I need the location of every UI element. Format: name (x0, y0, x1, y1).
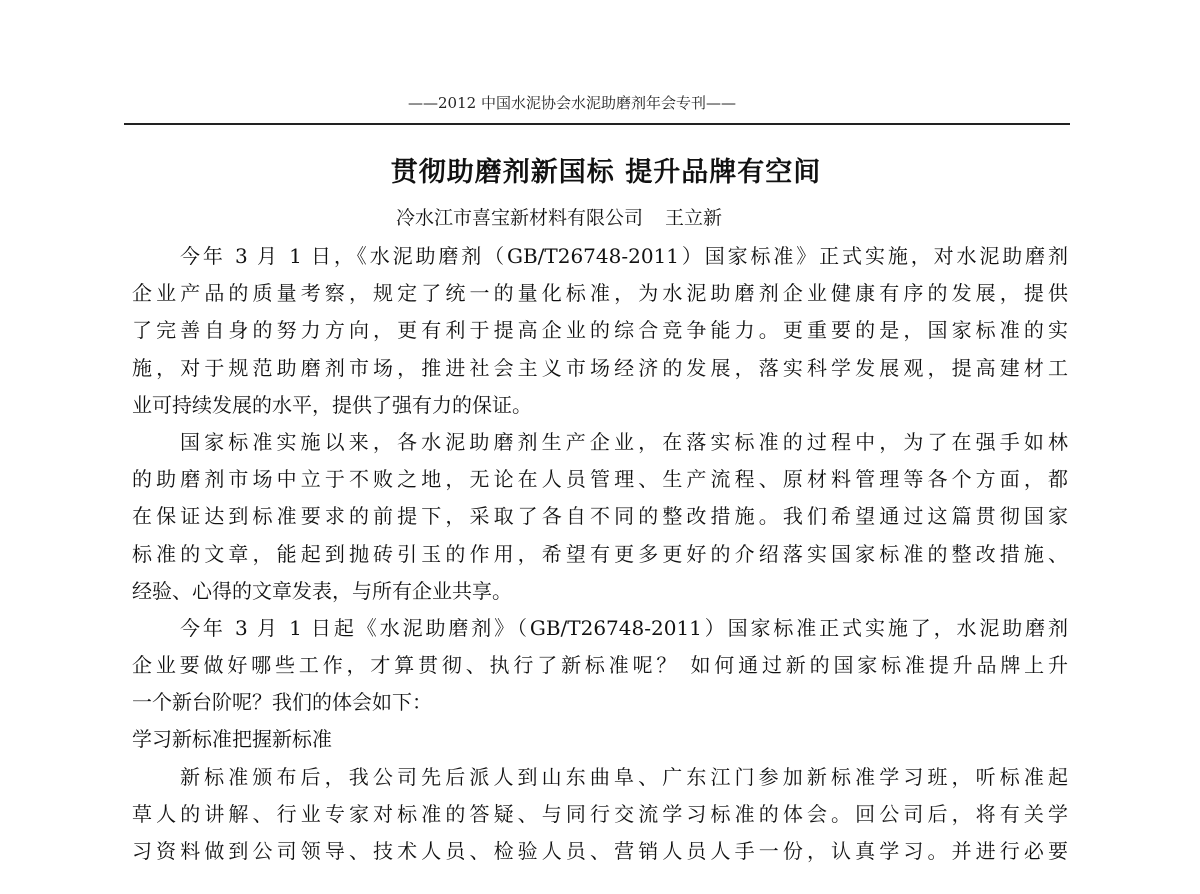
body-line: 习资料做到公司领导、技术人员、检验人员、营销人员人手一份，认真学习。并进行必要 (132, 839, 1068, 863)
body-line: 标准的文章，能起到抛砖引玉的作用，希望有更多更好的介绍落实国家标准的整改措施、 (132, 541, 1068, 566)
body-line: 的助磨剂市场中立于不败之地，无论在人员管理、生产流程、原材料管理等各个方面，都 (132, 467, 1068, 492)
byline-author: 王立新 (665, 207, 723, 229)
body-line: 施，对于规范助磨剂市场，推进社会主义市场经济的发展，落实科学发展观，提高建材工 (132, 355, 1068, 380)
article-body (132, 238, 1068, 870)
body-line: 一个新台阶呢？我们的体会如下： (132, 690, 432, 715)
body-line: 了完善自身的努力方向，更有利于提高企业的综合竞争能力。更重要的是，国家标准的实 (132, 318, 1068, 343)
byline (396, 203, 722, 230)
body-line: 企业要做好哪些工作，才算贯彻、执行了新标准呢？ 如何通过新的国家标准提升品牌上升 (132, 653, 1068, 678)
body-line: 新标准颁布后，我公司先后派人到山东曲阜、广东江门参加新标准学习班，听标准起 (180, 764, 1068, 789)
body-line: 经验、心得的文章发表，与所有企业共享。 (132, 578, 512, 603)
body-line: 业可持续发展的水平，提供了强有力的保证。 (132, 392, 532, 417)
section-heading: 学习新标准把握新标准 (132, 727, 332, 752)
body-line: 国家标准实施以来，各水泥助磨剂生产企业，在落实标准的过程中，为了在强手如林 (180, 429, 1068, 454)
byline-organization: 冷水江市喜宝新材料有限公司 (396, 207, 644, 229)
body-line: 在保证达到标准要求的前提下，采取了各自不同的整改措施。我们希望通过这篇贯彻国家 (132, 504, 1068, 529)
body-line: 草人的讲解、行业专家对标准的答疑、与同行交流学习标准的体会。回公司后，将有关学 (132, 801, 1068, 826)
article-title: 贯彻助磨剂新国标 提升品牌有空间 (390, 157, 822, 188)
running-header: ——2012 中国水泥协会水泥助磨剂年会专刊—— (408, 94, 736, 112)
body-line: 今年 3 月 1 日，《水泥助磨剂（GB/T26748-2011）国家标准》正式实施，对水泥助磨剂 (180, 244, 1068, 268)
body-line: 今年 3 月 1 日起《水泥助磨剂》（GB/T26748-2011）国家标准正式实施了，水泥助磨剂 (180, 615, 1068, 640)
header-rule (124, 123, 1070, 125)
body-line: 企业产品的质量考察，规定了统一的量化标准，为水泥助磨剂企业健康有序的发展，提供 (132, 281, 1068, 306)
